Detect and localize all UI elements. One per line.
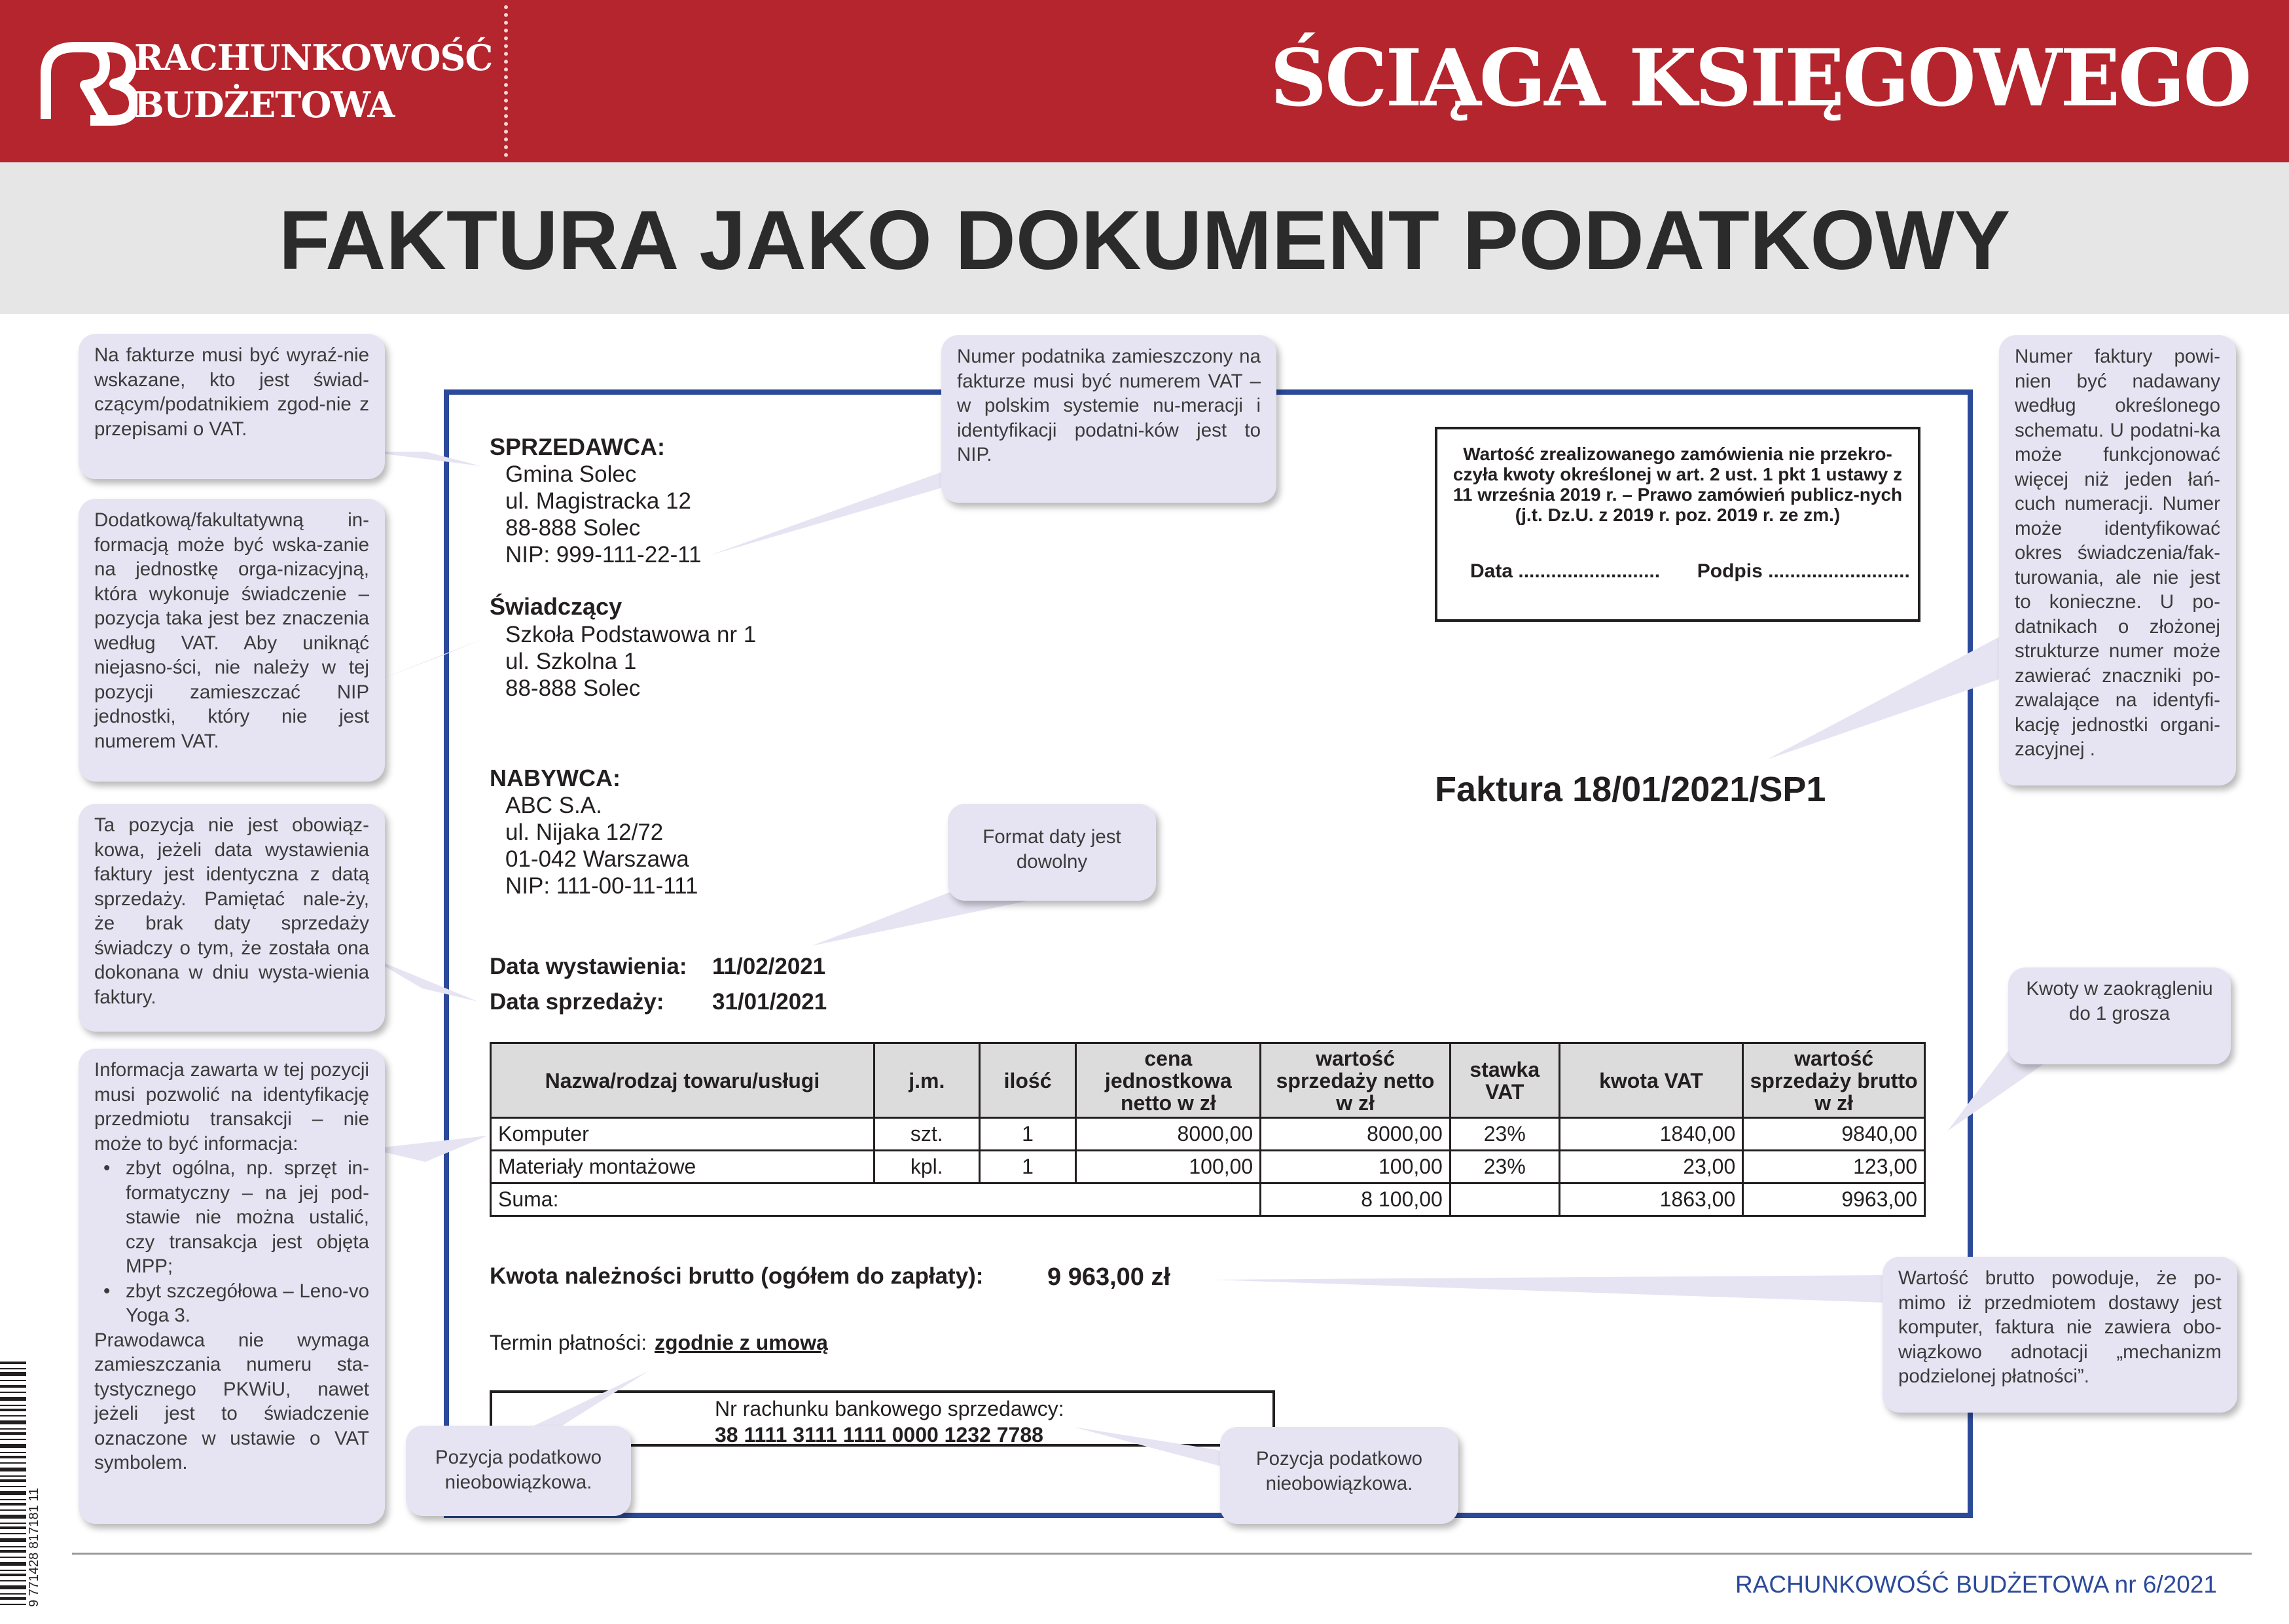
sale-date-value: 31/01/2021: [712, 989, 827, 1015]
seller-label: SPRZEDAWCA:: [490, 433, 665, 460]
callout-text: Numer faktury powi-nien być nadawany według określonego schematu. U podatni-ka może funkcjonować więcej niż jeden łań-cuch numeracji. Numer może identyfikować okres świadczenia/fak-turowania, ale nie jest to konieczne. U po-datnikach o złożonej strukturze numer może zawierać znaczniki po-zwalające na identyfi-kację jednostki organi-zacyjnej .: [2015, 346, 2220, 760]
callout-vat-number: [941, 335, 1276, 503]
procurement-note-text: Wartość zrealizowanego zamówienia nie przekro-czyła kwoty określonej w art. 2 ust. 1 pkt 1 ustawy z 11 września 2019 r. – Prawo zamówień publicz-nych (j.t. Dz.U. z 2019 r. poz. 2019 r. ze zm.): [1452, 444, 1903, 525]
buyer-label: NABYWCA:: [490, 765, 621, 791]
sum-net: 8 100,00: [1261, 1183, 1451, 1216]
sale-date-label: Data sprzedaży:: [490, 989, 664, 1015]
table-cell: 100,00: [1076, 1151, 1261, 1183]
provider-city: 88-888 Solec: [505, 676, 641, 701]
callout-text: Kwoty w zaokrągleniu do 1 grosza: [2026, 978, 2213, 1024]
callout-invoice-numbering: [1999, 335, 2236, 785]
column-header: j.m.: [874, 1043, 979, 1118]
callout-text: Numer podatnika zamieszczony na fakturze musi być numerem VAT – w polskim systemie nu-meracji i identyfikacji podatni-ków jest to NIP.: [957, 346, 1261, 465]
issue-date-value: 11/02/2021: [712, 954, 826, 979]
date-field: Data ..........................: [1470, 560, 1661, 582]
column-header: cena jednostkowa netto w zł: [1076, 1043, 1261, 1118]
total-label: Kwota należności brutto (ogółem do zapłaty):: [490, 1263, 984, 1289]
table-cell: Komputer: [491, 1118, 874, 1151]
payment-value: zgodnie z umową: [655, 1331, 828, 1354]
signature-field: Podpis ..........................: [1697, 560, 1910, 582]
table-cell: 9840,00: [1743, 1118, 1925, 1151]
table-cell: Materiały montażowe: [491, 1151, 874, 1183]
callout-text: Ta pozycja nie jest obowiąz-kowa, jeżeli data wystawienia faktury jest identyczna z datą sprzedaży. Pamiętać nale-ży, że brak daty sprzedaży świadczy o tym, że została ona dokonana w dniu wysta-wienia faktury.: [94, 814, 369, 1008]
table-cell: 1: [979, 1118, 1076, 1151]
tail-item-description: [370, 1136, 488, 1162]
table-cell: 23%: [1450, 1118, 1559, 1151]
buyer-street: ul. Nijaka 12/72: [505, 820, 664, 845]
brand-line-1: RACHUNKOWOŚĆ: [134, 37, 493, 79]
callout-bullet-list: [94, 1156, 369, 1328]
seller-name: Gmina Solec: [505, 461, 637, 487]
sum-vat: 1863,00: [1559, 1183, 1743, 1216]
seller-city: 88-888 Solec: [505, 515, 641, 541]
sum-label: Suma:: [491, 1183, 1261, 1216]
callout-date-format: [948, 804, 1156, 901]
payment-label: Termin płatności:: [490, 1331, 647, 1354]
tail-optional-unit: [376, 638, 484, 681]
barcode-digits: 9 771428 817181 11: [27, 1487, 41, 1607]
column-header: ilość: [979, 1043, 1076, 1118]
seller-street: ul. Magistracka 12: [505, 488, 692, 514]
table-cell: kpl.: [874, 1151, 979, 1183]
callout-text: Na fakturze musi być wyraź-nie wskazane, kto jest świad-czącym/podatnikiem zgod-nie z przepisami o VAT.: [94, 344, 369, 440]
column-header: Nazwa/rodzaj towaru/usługi: [491, 1043, 874, 1118]
bank-account-label: Nr rachunku bankowego sprzedawcy:: [715, 1397, 1064, 1420]
callout-text: Pozycja podatkowo nieobowiązkowa.: [435, 1447, 602, 1493]
issue-date-label: Data wystawienia:: [490, 954, 687, 979]
brand-line-2: BUDŻETOWA: [134, 84, 395, 126]
list-item: • zbyt ogólna, np. sprzęt in-formatyczny – na jej pod-stawie nie można ustalić, czy transakcja jest objęta MPP;: [94, 1156, 369, 1279]
callout-optional-left: [406, 1426, 631, 1516]
barcode-icon: [0, 1362, 42, 1610]
callout-text: Format daty jest dowolny: [982, 826, 1121, 873]
callout-gross-value: [1883, 1257, 2237, 1413]
buyer-city: 01-042 Warszawa: [505, 846, 689, 872]
publication-section-title: ŚCIĄGA KSIĘGOWEGO: [1270, 32, 2250, 124]
footer-publication: RACHUNKOWOŚĆ BUDŻETOWA nr 6/2021: [1735, 1571, 2217, 1598]
column-header: wartość sprzedaży netto w zł: [1261, 1043, 1451, 1118]
callout-text: Dodatkową/fakultatywną in-formacją może być wska-zanie na jednostkę orga-nizacyjną, która wykonuje świadczenie – pozycja taka jest bez znaczenia według VAT. Aby uniknąć niejasno-ści, nie należy w tej pozycji zamieszczać NIP jednostki, który nie jest numerem VAT.: [94, 509, 369, 752]
callout-text: Wartość brutto powoduje, że po-mimo iż przedmiotem dostawy jest komputer, faktura nie zawiera obo-wiązkowo adnotacji „mechanizm podzielonej płatności”.: [1898, 1267, 2222, 1387]
provider-label: Świadczący: [490, 593, 622, 620]
table-cell: szt.: [874, 1118, 979, 1151]
provider-name: Szkoła Podstawowa nr 1: [505, 622, 757, 647]
seller-nip: NIP: 999-111-22-11: [505, 542, 702, 568]
invoice-number: Faktura 18/01/2021/SP1: [1435, 770, 1826, 809]
callout-seller-identification: [79, 334, 385, 479]
table-cell: 123,00: [1743, 1151, 1925, 1183]
table-cell: 8000,00: [1261, 1118, 1451, 1151]
callout-text: Informacja zawarta w tej pozycji musi pozwolić na identyfikację przedmiotu transakcji – nie może to być informacja:: [94, 1059, 369, 1155]
callout-optional-unit: [79, 499, 385, 782]
page-title: FAKTURA JAKO DOKUMENT PODATKOWY: [278, 194, 2011, 287]
bank-account-number: 38 1111 3111 1111 0000 1232 7788: [715, 1423, 1043, 1447]
buyer-nip: NIP: 111-00-11-111: [505, 873, 698, 899]
table-cell: 1: [979, 1151, 1076, 1183]
buyer-name: ABC S.A.: [505, 793, 602, 818]
callout-sale-date: [79, 804, 385, 1032]
column-header: wartość sprzedaży brutto w zł: [1743, 1043, 1925, 1118]
table-cell: 23%: [1450, 1151, 1559, 1183]
sum-gross: 9963,00: [1743, 1183, 1925, 1216]
column-header: stawka VAT: [1450, 1043, 1559, 1118]
tail-gross-value: [1211, 1275, 1885, 1303]
provider-street: ul. Szkolna 1: [505, 649, 637, 674]
callout-item-description: [79, 1049, 385, 1524]
callout-text: Pozycja podatkowo nieobowiązkowa.: [1255, 1448, 1423, 1494]
callout-rounding: [2008, 967, 2231, 1064]
footer-divider: [72, 1553, 2252, 1555]
callout-optional-right: [1220, 1427, 1458, 1524]
column-header: kwota VAT: [1559, 1043, 1743, 1118]
callout-text: Prawodawca nie wymaga zamieszczania numeru sta-tystycznego PKWiU, nawet jeżeli jest to świadczenie oznaczone w ustawie o VAT symbolem.: [94, 1329, 369, 1473]
table-cell: 1840,00: [1559, 1118, 1743, 1151]
table-cell: 23,00: [1559, 1151, 1743, 1183]
table-cell: 100,00: [1261, 1151, 1451, 1183]
table-cell: 8000,00: [1076, 1118, 1261, 1151]
list-item: • zbyt szczegółowa – Leno-vo Yoga 3.: [94, 1279, 369, 1328]
total-value: 9 963,00 zł: [1047, 1263, 1171, 1291]
